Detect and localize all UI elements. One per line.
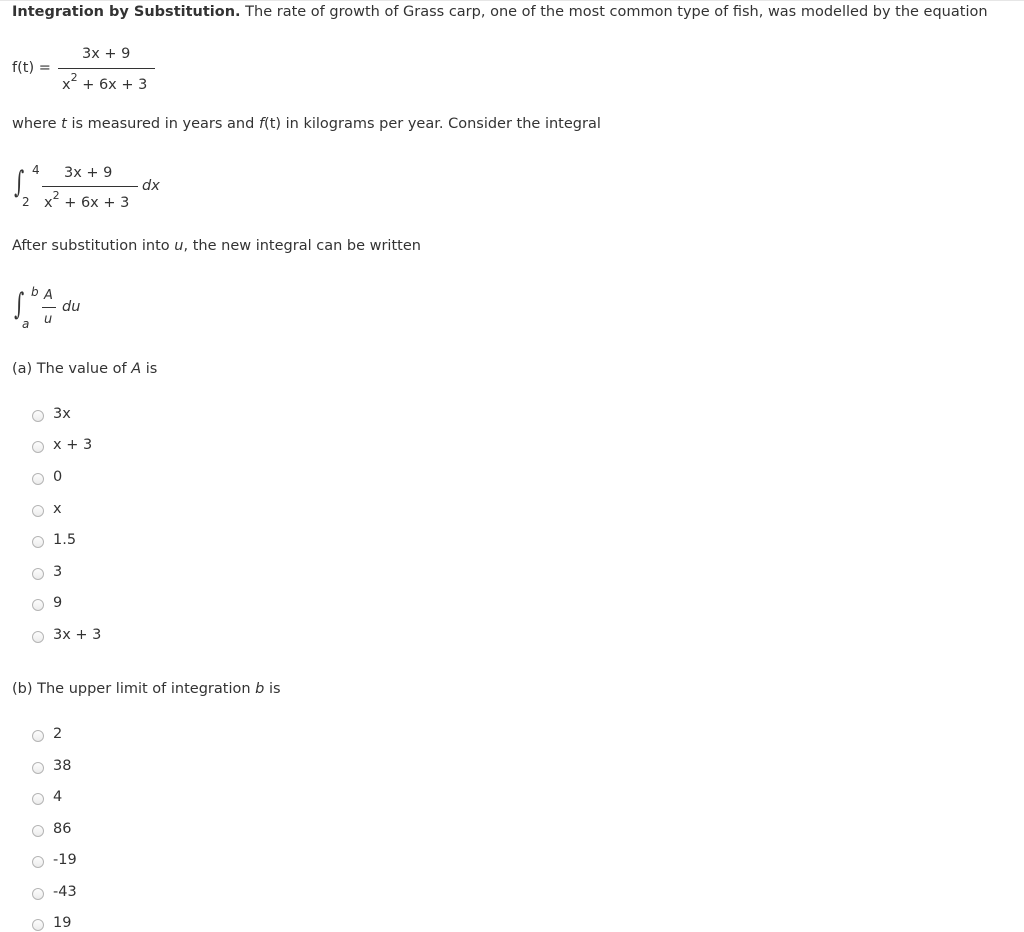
part-b-option-label[interactable]: 38 <box>53 758 72 774</box>
function-label: f(t) = <box>12 60 51 76</box>
part-a-option-label[interactable]: 3 <box>53 564 63 580</box>
after-substitution-sentence <box>12 238 421 254</box>
integral-denominator-rest: + 6x + 3 <box>64 194 130 211</box>
part-b-option-label[interactable]: -43 <box>53 884 77 900</box>
integral-numerator: 3x + 9 <box>64 165 113 181</box>
function-fraction-bar <box>58 68 155 69</box>
new-integral-lower-limit: a <box>22 317 30 331</box>
part-b-prompt-text-2: is <box>264 681 281 697</box>
part-a-option-label[interactable]: 3x + 3 <box>53 627 102 643</box>
problem-intro <box>12 4 988 20</box>
new-integral-denominator: u <box>44 312 53 327</box>
new-integral-sign: ∫ <box>14 287 25 322</box>
part-a-option-label[interactable]: 3x <box>53 406 71 422</box>
part-b-option-label[interactable]: 19 <box>53 915 72 931</box>
part-b-option-radio[interactable] <box>32 762 44 774</box>
integral-sign: ∫ <box>14 165 25 200</box>
after-text-2: , the new integral can be written <box>183 238 421 254</box>
new-integral-fraction-bar <box>42 307 56 308</box>
part-a-option-radio[interactable] <box>32 441 44 453</box>
new-integral-differential: du <box>62 299 81 315</box>
integral-fraction-bar <box>42 186 138 187</box>
part-a-prompt-var: A <box>131 361 142 377</box>
part-a-option-label[interactable]: 9 <box>53 595 63 611</box>
where-text-2: is measured in years and <box>66 116 259 132</box>
part-a-prompt <box>12 361 157 377</box>
part-b-prompt <box>12 681 281 697</box>
after-var-u: u <box>174 238 184 254</box>
integral-denominator <box>44 191 129 211</box>
new-integral-numerator: A <box>44 288 53 303</box>
where-sentence <box>12 116 601 132</box>
denominator-rest: + 6x + 3 <box>82 76 148 93</box>
part-b-option-radio[interactable] <box>32 919 44 931</box>
part-b-option-radio[interactable] <box>32 856 44 868</box>
part-b-option-label[interactable]: 86 <box>53 821 72 837</box>
part-a-option-label[interactable]: x <box>53 501 62 517</box>
function-numerator: 3x + 9 <box>82 46 131 62</box>
problem-intro-text: The rate of growth of Grass carp, one of the most common type of fish, was modelled by the equation <box>245 4 988 20</box>
part-b-option-radio[interactable] <box>32 825 44 837</box>
part-b-prompt-var: b <box>255 681 265 697</box>
part-a-option-label[interactable]: x + 3 <box>53 437 93 453</box>
part-a-option-label[interactable]: 0 <box>53 469 63 485</box>
part-a-option-radio[interactable] <box>32 410 44 422</box>
part-a-option-radio[interactable] <box>32 536 44 548</box>
integral-upper-limit: 4 <box>32 163 40 177</box>
where-var-f: f <box>258 116 265 132</box>
function-denominator <box>62 73 147 93</box>
part-b-prompt-text-1: (b) The upper limit of integration <box>12 681 256 697</box>
part-a-option-label[interactable]: 1.5 <box>53 532 77 548</box>
where-text-1: where <box>12 116 62 132</box>
integral-lower-limit: 2 <box>22 195 30 209</box>
problem-title: Integration by Substitution. <box>12 4 241 20</box>
top-divider <box>0 0 1024 1</box>
part-b-option-radio[interactable] <box>32 888 44 900</box>
part-a-prompt-text-1: (a) The value of <box>12 361 132 377</box>
part-b-option-label[interactable]: 2 <box>53 726 63 742</box>
part-a-prompt-text-2: is <box>141 361 158 377</box>
part-b-option-radio[interactable] <box>32 793 44 805</box>
part-b-option-label[interactable]: -19 <box>53 852 77 868</box>
part-b-option-label[interactable]: 4 <box>53 789 63 805</box>
integral-denominator-exponent: 2 <box>52 189 60 202</box>
part-a-option-radio[interactable] <box>32 473 44 485</box>
integral-denominator-x: x <box>44 194 53 211</box>
part-a-option-radio[interactable] <box>32 505 44 517</box>
part-a-option-radio[interactable] <box>32 599 44 611</box>
where-text-3: (t) in kilograms per year. Consider the integral <box>264 116 601 132</box>
after-text-1: After substitution into <box>12 238 175 254</box>
where-var-t: t <box>61 116 67 132</box>
part-a-option-radio[interactable] <box>32 631 44 643</box>
denominator-exponent: 2 <box>70 71 78 84</box>
denominator-x: x <box>62 76 71 93</box>
part-b-option-radio[interactable] <box>32 730 44 742</box>
new-integral-upper-limit: b <box>31 285 39 299</box>
part-a-option-radio[interactable] <box>32 568 44 580</box>
integral-differential: dx <box>142 178 160 194</box>
